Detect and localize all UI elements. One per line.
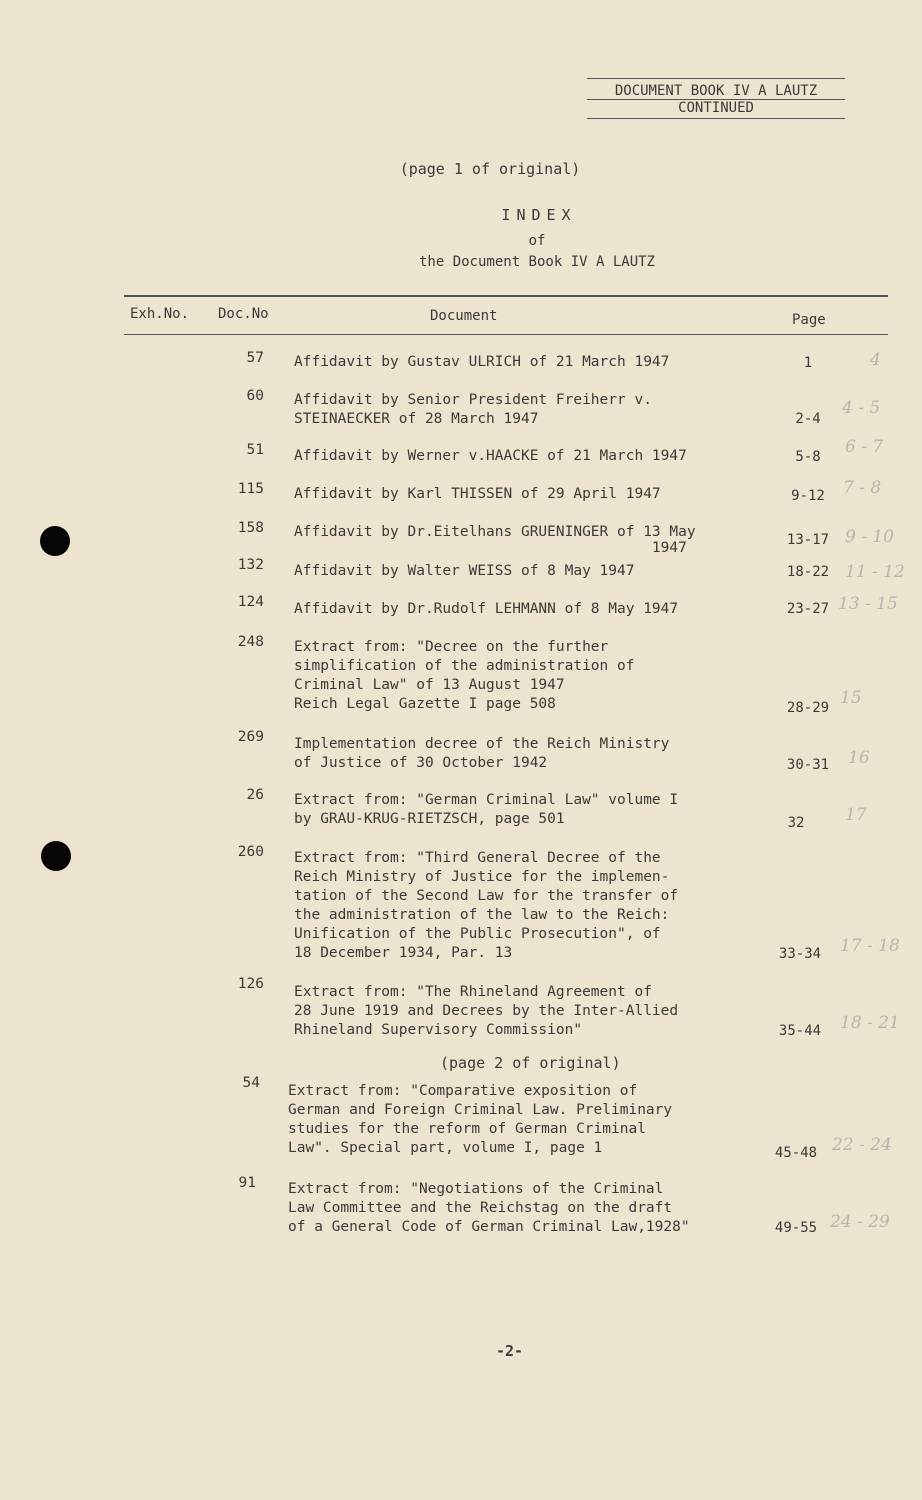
entry-page: 9-12	[791, 488, 825, 504]
entry-page: 13-17	[786, 532, 830, 548]
page-number: -2-	[496, 1342, 524, 1360]
page-note-2: (page 2 of original)	[440, 1054, 621, 1072]
handwritten-page: 15	[840, 688, 862, 708]
entry-text: Extract from: "Negotiations of the Criminal Law Committee and the Reichstag on the draft of a General Code of German Criminal Law,1928"	[288, 1181, 690, 1235]
entry-page: 49-55	[774, 1220, 818, 1236]
handwritten-page: 17 - 18	[840, 936, 900, 956]
table-top-rule	[124, 295, 888, 297]
doc-number: 60	[246, 388, 264, 404]
entry-page: 23-27	[786, 601, 830, 617]
doc-number: 158	[237, 520, 264, 536]
index-book-title: the Document Book IV A LAUTZ	[418, 254, 655, 270]
entry-page: 32	[787, 815, 805, 831]
col-doc-no: Doc.No	[218, 306, 269, 322]
entry-text: Affidavit by Dr.Eitelhans GRUENINGER of 13 May 1947	[294, 524, 696, 556]
doc-number: 260	[237, 844, 264, 860]
entry-page: 28-29	[786, 700, 830, 716]
handwritten-page: 4	[870, 350, 881, 370]
doc-number: 124	[237, 594, 264, 610]
entry-page: 2-4	[795, 411, 821, 427]
handwritten-page: 24 - 29	[830, 1212, 890, 1232]
punch-hole	[41, 841, 71, 871]
handwritten-page: 16	[848, 748, 870, 768]
header-continued: CONTINUED	[587, 100, 845, 119]
index-title: INDEX	[501, 206, 577, 224]
entry-page: 18-22	[786, 564, 830, 580]
punch-hole	[40, 526, 70, 556]
entry-page: 33-34	[778, 946, 822, 962]
handwritten-page: 6 - 7	[845, 437, 884, 457]
entry-text: Affidavit by Walter WEISS of 8 May 1947	[294, 563, 635, 579]
handwritten-page: 22 - 24	[832, 1135, 892, 1155]
entry-text: Extract from: "The Rhineland Agreement of 28 June 1919 and Decrees by the Inter-Allied Rhineland Supervisory Commission"	[294, 984, 679, 1038]
doc-number: 51	[246, 442, 264, 458]
entry-text: Extract from: "Third General Decree of the Reich Ministry of Justice for the implemen- tation of the Second Law for the transfer of the administration of the law to the Reich: Unification of the Public Prosecution", of 18 December 1934, Par. 13	[294, 850, 679, 961]
document-header	[587, 78, 845, 119]
index-of: of	[528, 233, 546, 249]
handwritten-page: 18 - 21	[840, 1013, 900, 1033]
handwritten-page: 13 - 15	[838, 594, 898, 614]
doc-number: 54	[242, 1075, 260, 1091]
doc-number: 269	[237, 729, 264, 745]
doc-number: 26	[246, 787, 264, 803]
entry-text: Affidavit by Gustav ULRICH of 21 March 1947	[294, 354, 670, 370]
entry-page: 35-44	[778, 1023, 822, 1039]
entry-page: 1	[803, 355, 813, 371]
col-document: Document	[430, 308, 498, 324]
handwritten-page: 17	[845, 805, 867, 825]
entry-page: 5-8	[795, 449, 821, 465]
doc-number: 57	[246, 350, 264, 366]
header-title: DOCUMENT BOOK IV A LAUTZ	[587, 78, 845, 100]
table-header-rule	[124, 334, 888, 335]
entry-text: Extract from: "Decree on the further simplification of the administration of Criminal Law" of 13 August 1947 Reich Legal Gazette I page 508	[294, 639, 635, 712]
handwritten-page: 11 - 12	[845, 562, 905, 582]
doc-number: 132	[237, 557, 264, 573]
entry-text: Extract from: "German Criminal Law" volume I by GRAU-KRUG-RIETZSCH, page 501	[294, 792, 679, 827]
entry-text: Implementation decree of the Reich Ministry of Justice of 30 October 1942	[294, 736, 670, 771]
entry-text: Affidavit by Werner v.HAACKE of 21 March 1947	[294, 448, 687, 464]
entry-text: Affidavit by Senior President Freiherr v. STEINAECKER of 28 March 1947	[294, 392, 652, 427]
entry-text: Extract from: "Comparative exposition of German and Foreign Criminal Law. Preliminary studies for the reform of German Criminal Law". Special part, volume I, page 1	[288, 1083, 673, 1156]
entry-page: 30-31	[786, 757, 830, 773]
doc-number: 115	[237, 481, 264, 497]
handwritten-page: 7 - 8	[843, 478, 882, 498]
entry-page: 45-48	[774, 1145, 818, 1161]
doc-number: 126	[237, 976, 264, 992]
doc-number: 91	[238, 1175, 256, 1191]
handwritten-page: 9 - 10	[845, 527, 894, 547]
entry-text: Affidavit by Karl THISSEN of 29 April 1947	[294, 486, 661, 502]
entry-text: Affidavit by Dr.Rudolf LEHMANN of 8 May 1947	[294, 601, 679, 617]
doc-number: 248	[237, 634, 264, 650]
handwritten-page: 4 - 5	[842, 398, 881, 418]
col-page: Page	[792, 312, 826, 328]
col-exh-no: Exh.No.	[130, 306, 190, 322]
page-note-1: (page 1 of original)	[399, 160, 581, 178]
